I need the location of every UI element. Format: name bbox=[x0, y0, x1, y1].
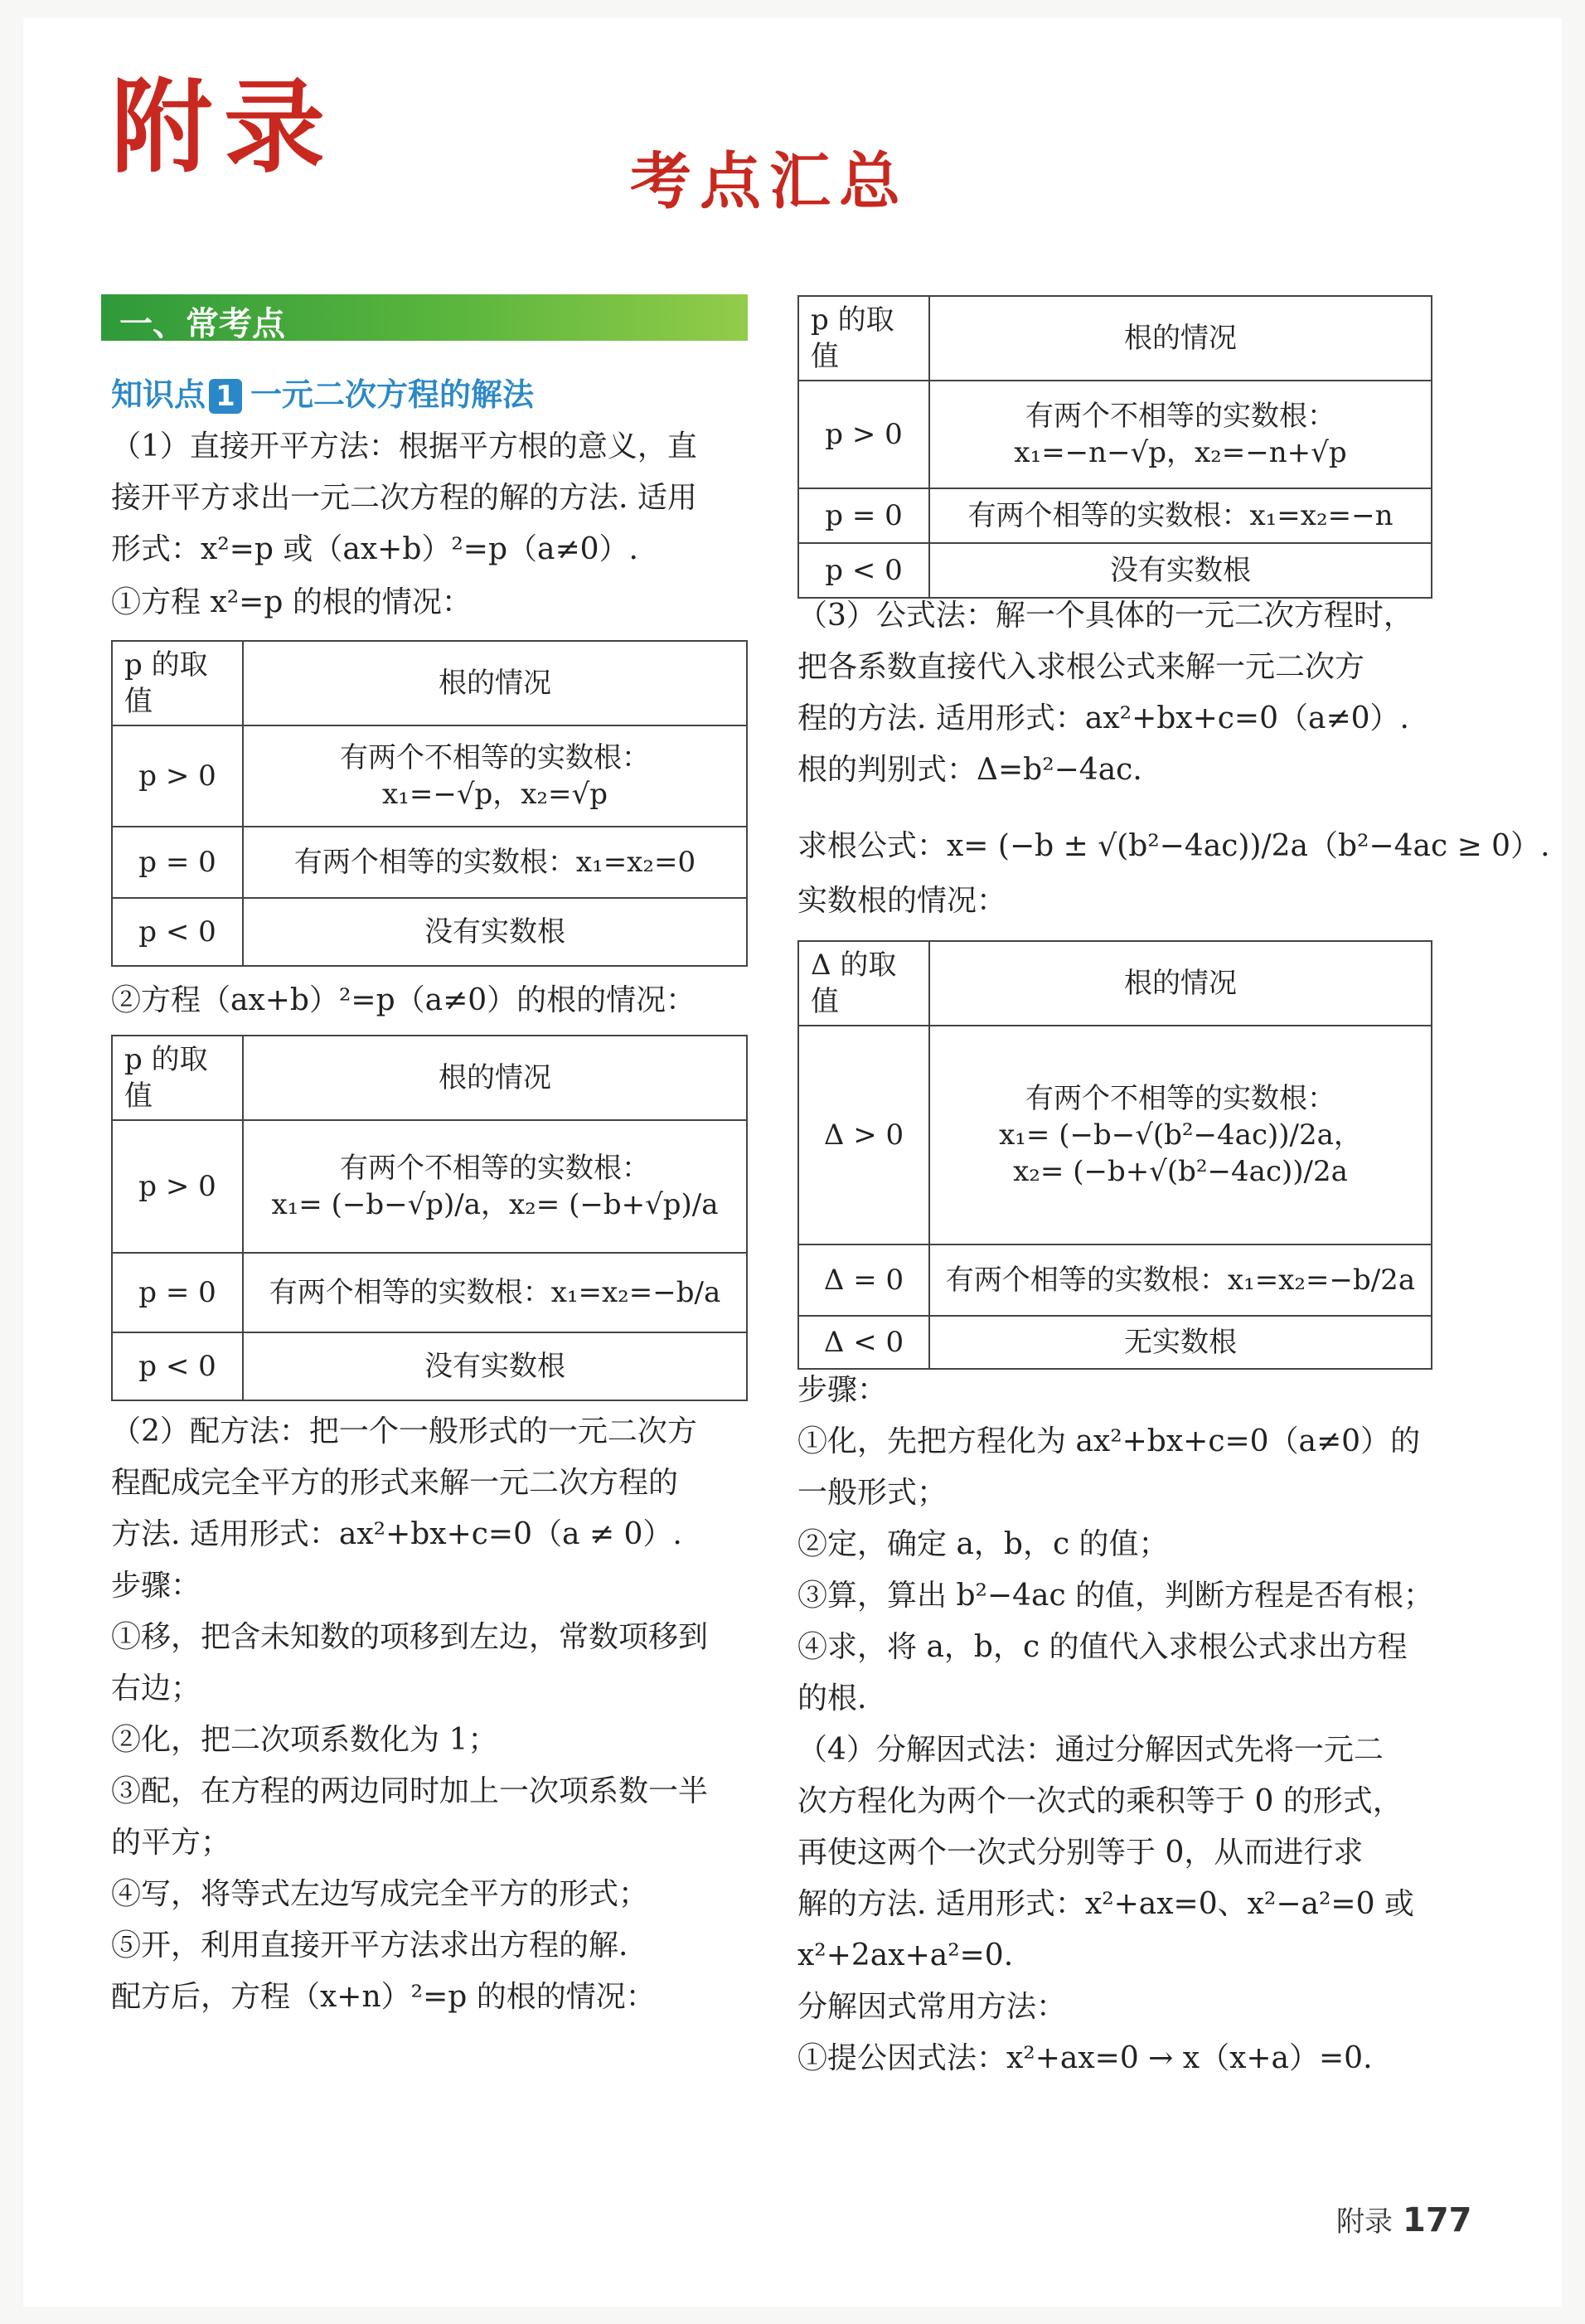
table-cell-condition: p > 0 bbox=[798, 381, 929, 488]
table-cell-roots: 无实数根 bbox=[929, 1316, 1432, 1369]
kp-number-badge: 1 bbox=[209, 379, 242, 414]
roots-formula: x₂= (−b+√(b²−4ac))/2a bbox=[1013, 1155, 1348, 1188]
left-paragraph: ②化，把二次项系数化为 1； bbox=[111, 1723, 498, 1757]
right-paragraph: ①提公因式法：x²+ax=0 → x（x+a）=0. bbox=[797, 2041, 1373, 2075]
right-paragraph: 次方程化为两个一次式的乘积等于 0 的形式， bbox=[797, 1784, 1403, 1818]
left-paragraph: ①方程 x²=p 的根的情况： bbox=[111, 585, 472, 619]
right-paragraph: 步骤： bbox=[797, 1373, 888, 1407]
appendix-title: 附录 bbox=[111, 67, 337, 187]
table-cell-condition: p > 0 bbox=[112, 1120, 243, 1253]
kp-title: 一元二次方程的解法 bbox=[250, 376, 535, 413]
table-cell-roots: 没有实数根 bbox=[243, 1332, 747, 1400]
right-paragraph: ②定，确定 a，b，c 的值； bbox=[797, 1527, 1169, 1561]
right-paragraph: 的根. bbox=[797, 1681, 867, 1715]
table-header-cell: Δ 的取值 bbox=[798, 941, 929, 1026]
table-header-cell: 根的情况 bbox=[929, 296, 1432, 381]
section-header bbox=[101, 294, 748, 341]
roots-line: 有两个不相等的实数根： bbox=[340, 1152, 650, 1185]
table-header-cell: p 的取值 bbox=[112, 1036, 243, 1120]
table-cell-roots bbox=[243, 725, 747, 827]
page-footer bbox=[1336, 2199, 1472, 2239]
table-cell-condition: p = 0 bbox=[798, 488, 929, 543]
table-cell-condition: Δ > 0 bbox=[798, 1026, 929, 1244]
page-number: 177 bbox=[1403, 2201, 1472, 2239]
left-paragraph: ①移，把含未知数的项移到左边，常数项移到 bbox=[111, 1620, 709, 1654]
table-header-cell: p 的取值 bbox=[112, 641, 243, 725]
left-paragraph: ⑤开，利用直接开平方法求出方程的解. bbox=[111, 1929, 628, 1963]
left-paragraph: ②方程（ax+b）²=p（a≠0）的根的情况： bbox=[111, 983, 696, 1017]
section-header-label: 一、常考点 bbox=[119, 305, 285, 343]
left-paragraph: 步骤： bbox=[111, 1569, 201, 1603]
table-header-cell: 根的情况 bbox=[929, 941, 1432, 1026]
left-paragraph: 形式：x²=p 或（ax+b）²=p（a≠0）. bbox=[111, 532, 638, 566]
table-cell-condition: p > 0 bbox=[112, 725, 243, 827]
table-cell-roots: 没有实数根 bbox=[929, 543, 1432, 598]
right-paragraph: 根的判别式：Δ=b²−4ac. bbox=[797, 753, 1142, 787]
summary-subtitle: 考点汇总 bbox=[630, 146, 909, 217]
left-paragraph: 配方后，方程（x+n）²=p 的根的情况： bbox=[111, 1980, 656, 2014]
left-paragraph: 的平方； bbox=[111, 1826, 231, 1860]
right-paragraph: 解的方法. 适用形式：x²+ax=0、x²−a²=0 或 bbox=[797, 1887, 1414, 1921]
right-paragraph: 把各系数直接代入求根公式来解一元二次方 bbox=[797, 650, 1365, 684]
right-paragraph: 一般形式； bbox=[797, 1476, 948, 1510]
roots-table-4 bbox=[797, 940, 1432, 1370]
roots-formula: x₁= (−b−√(b²−4ac))/2a， bbox=[999, 1118, 1362, 1152]
right-paragraph: 分解因式常用方法： bbox=[797, 1990, 1067, 2024]
right-paragraph: 再使这两个一次式分别等于 0，从而进行求 bbox=[797, 1836, 1364, 1870]
right-paragraph: 程的方法. 适用形式：ax²+bx+c=0（a≠0）. bbox=[797, 701, 1409, 735]
roots-line: 有两个不相等的实数根： bbox=[1025, 1082, 1335, 1115]
roots-table-2 bbox=[111, 1035, 748, 1401]
table-header-cell: p 的取值 bbox=[798, 296, 929, 381]
table-cell-roots: 有两个相等的实数根：x₁=x₂=0 bbox=[243, 827, 747, 898]
table-cell-condition: p < 0 bbox=[112, 898, 243, 966]
left-paragraph: ③配，在方程的两边同时加上一次项系数一半 bbox=[111, 1774, 709, 1808]
kp-prefix: 知识点 bbox=[111, 376, 206, 413]
table-cell-condition: p = 0 bbox=[112, 1253, 243, 1332]
right-paragraph: ④求，将 a，b，c 的值代入求根公式求出方程 bbox=[797, 1630, 1408, 1664]
table-cell-roots: 有两个相等的实数根：x₁=x₂=−n bbox=[929, 488, 1432, 543]
roots-table-3 bbox=[797, 295, 1432, 599]
table-cell-roots bbox=[929, 1026, 1432, 1244]
table-cell-roots: 有两个相等的实数根：x₁=x₂=−b/a bbox=[243, 1253, 747, 1332]
roots-formula: x₁=−n−√p，x₂=−n+√p bbox=[1014, 436, 1347, 469]
table-cell-roots bbox=[243, 1120, 747, 1253]
right-paragraph: （4）分解因式法：通过分解因式先将一元二 bbox=[797, 1733, 1384, 1767]
footer-label: 附录 bbox=[1336, 2205, 1393, 2239]
table-cell-condition: p = 0 bbox=[112, 827, 243, 898]
left-paragraph: （1）直接开平方法：根据平方根的意义，直 bbox=[111, 429, 697, 463]
right-paragraph: 求根公式：x= (−b ± √(b²−4ac))/2a（b²−4ac ≥ 0）. bbox=[797, 829, 1550, 863]
right-paragraph: 实数根的情况： bbox=[797, 884, 1007, 918]
knowledge-point-heading bbox=[111, 369, 534, 415]
table-cell-roots: 有两个相等的实数根：x₁=x₂=−b/2a bbox=[929, 1244, 1432, 1316]
right-paragraph: （3）公式法：解一个具体的一元二次方程时， bbox=[797, 599, 1413, 633]
roots-formula: x₁=−√p，x₂=√p bbox=[382, 778, 608, 811]
table-cell-condition: Δ < 0 bbox=[798, 1316, 929, 1369]
right-paragraph: ①化，先把方程化为 ax²+bx+c=0（a≠0）的 bbox=[797, 1424, 1421, 1458]
roots-formula: x₁= (−b−√p)/a，x₂= (−b+√p)/a bbox=[271, 1188, 719, 1221]
roots-line: 有两个不相等的实数根： bbox=[1025, 400, 1335, 433]
table-cell-condition: p < 0 bbox=[798, 543, 929, 598]
right-paragraph: ③算，算出 b²−4ac 的值，判断方程是否有根； bbox=[797, 1579, 1434, 1613]
left-paragraph: 程配成完全平方的形式来解一元二次方程的 bbox=[111, 1466, 679, 1500]
left-paragraph: 方法. 适用形式：ax²+bx+c=0（a ≠ 0）. bbox=[111, 1517, 682, 1551]
table-cell-condition: Δ = 0 bbox=[798, 1244, 929, 1316]
table-cell-roots bbox=[929, 381, 1432, 488]
left-paragraph: ④写，将等式左边写成完全平方的形式； bbox=[111, 1877, 649, 1911]
left-paragraph: 接开平方求出一元二次方程的解的方法. 适用 bbox=[111, 481, 697, 515]
table-header-cell: 根的情况 bbox=[243, 641, 747, 725]
right-paragraph: x²+2ax+a²=0. bbox=[797, 1938, 1014, 1972]
table-cell-roots: 没有实数根 bbox=[243, 898, 747, 966]
table-cell-condition: p < 0 bbox=[112, 1332, 243, 1400]
roots-line: 有两个不相等的实数根： bbox=[340, 741, 650, 774]
left-paragraph: 右边； bbox=[111, 1671, 201, 1705]
table-header-cell: 根的情况 bbox=[243, 1036, 747, 1120]
roots-table-1 bbox=[111, 640, 748, 967]
left-paragraph: （2）配方法：把一个一般形式的一元二次方 bbox=[111, 1414, 697, 1448]
